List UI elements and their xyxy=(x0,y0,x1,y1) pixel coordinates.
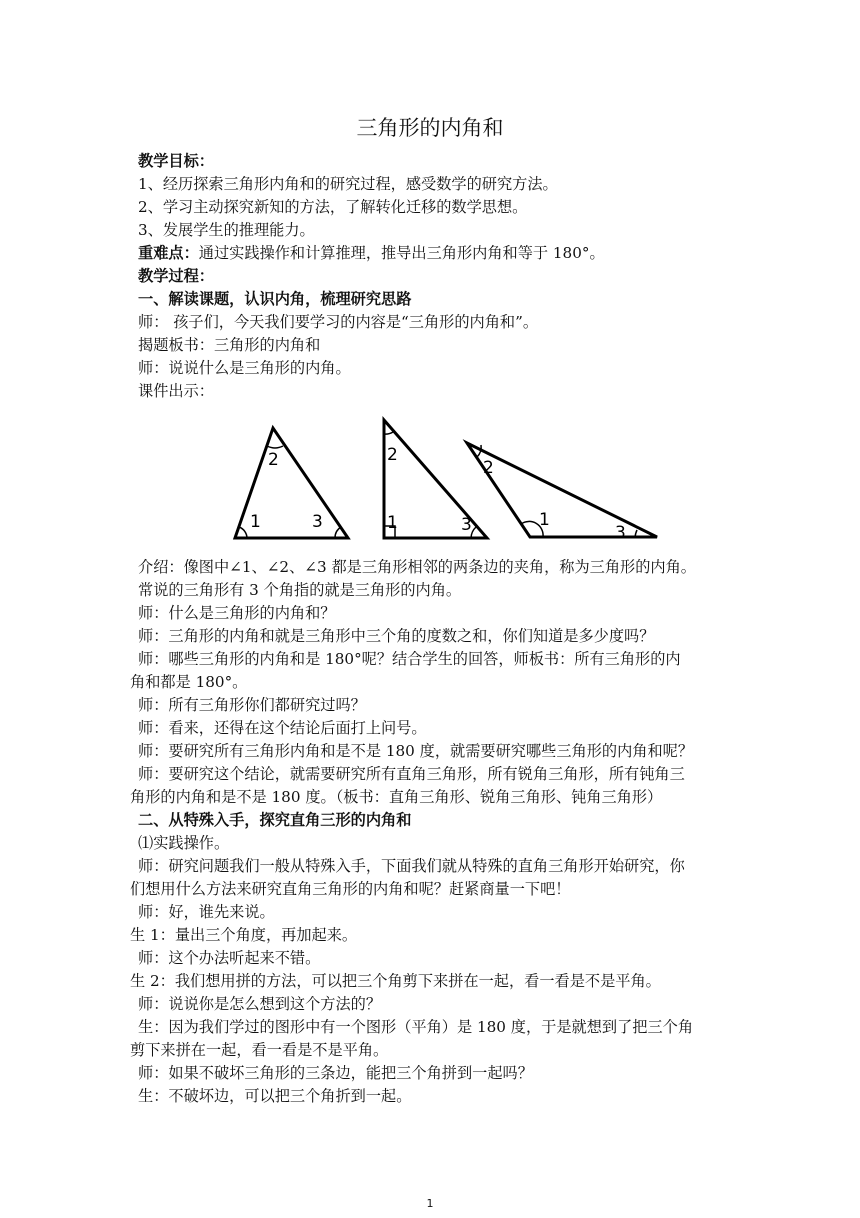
s2-line-11: 师：如果不破坏三角形的三条边，能把三个角拼到一起吗？ xyxy=(138,1064,533,1082)
s2-line-9: 生：因为我们学过的图形中有一个图形（平角）是 180 度，于是就想到了把三个角 xyxy=(138,1018,694,1036)
s1b-line-8: 师：看来，还得在这个结论后面打上问号。 xyxy=(138,719,427,737)
angle-label-1: 1 xyxy=(387,513,398,533)
s1b-line-3: 师：什么是三角形的内角和？ xyxy=(138,604,336,622)
s1-line-4: 课件出示： xyxy=(138,382,214,400)
s1b-line-11: 角形的内角和是不是 180 度。（板书：直角三角形、锐角三角形、钝角三角形） xyxy=(130,788,663,806)
angle-label-3: 3 xyxy=(312,512,323,532)
angle-label-1: 1 xyxy=(539,510,550,530)
section1-heading: 一、解读课题，认识内角，梳理研究思路 xyxy=(138,290,412,308)
s1b-line-7: 师：所有三角形你们都研究过吗？ xyxy=(138,696,366,714)
s1-line-3: 师：说说什么是三角形的内角。 xyxy=(138,359,351,377)
s2-line-5: 生 1：量出三个角度，再加起来。 xyxy=(130,926,358,944)
s2-line-10: 剪下来拼在一起，看一看是不是平角。 xyxy=(130,1041,389,1059)
process-heading: 教学过程： xyxy=(138,267,214,285)
goal-1: 1、经历探索三角形内角和的研究过程，感受数学的研究方法。 xyxy=(138,175,558,193)
section2-heading: 二、从特殊入手，探究直角三形的内角和 xyxy=(138,811,412,829)
s2-line-2: 师：研究问题我们一般从特殊入手，下面我们就从特殊的直角三角形开始研究，你 xyxy=(138,857,685,875)
s1b-line-2: 常说的三角形有 3 个角指的就是三角形的内角。 xyxy=(138,581,462,599)
s2-line-8: 师：说说你是怎么想到这个方法的？ xyxy=(138,995,381,1013)
angle-label-3: 3 xyxy=(461,515,472,535)
right-triangle xyxy=(384,420,487,538)
s1-line-1: 师： 孩子们，今天我们要学习的内容是“三角形的内角和”。 xyxy=(138,313,539,331)
angle-label-2: 2 xyxy=(483,458,494,478)
angle-label-3: 3 xyxy=(615,523,626,543)
angle-label-1: 1 xyxy=(250,512,261,532)
s2-line-1: ⑴实践操作。 xyxy=(138,834,230,852)
s1b-line-6: 角和都是 180°。 xyxy=(130,673,248,691)
s1b-line-4: 师：三角形的内角和就是三角形中三个角的度数之和，你们知道是多少度吗？ xyxy=(138,627,655,645)
angle-label-2: 2 xyxy=(268,450,279,470)
s2-line-3: 们想用什么方法来研究直角三角形的内角和呢？赶紧商量一下吧！ xyxy=(130,880,571,898)
goal-3: 3、发展学生的推理能力。 xyxy=(138,221,315,239)
s1b-line-5: 师：哪些三角形的内角和是 180°呢？结合学生的回答，师板书：所有三角形的内 xyxy=(138,650,681,668)
s1b-line-10: 师：要研究这个结论，就需要研究所有直角三角形，所有锐角三角形，所有钝角三 xyxy=(138,765,685,783)
acute-triangle xyxy=(235,428,348,538)
s2-line-6: 师：这个办法听起来不错。 xyxy=(138,949,321,967)
angle-label-2: 2 xyxy=(387,445,398,465)
keypoint-label: 重难点： xyxy=(138,244,199,262)
goal-2: 2、学习主动探究新知的方法，了解转化迁移的数学思想。 xyxy=(138,198,528,216)
keypoint-text: 通过实践操作和计算推理，推导出三角形内角和等于 180°。 xyxy=(198,244,605,262)
s1-line-2: 揭题板书：三角形的内角和 xyxy=(138,336,321,354)
s2-line-12: 生：不破坏边，可以把三个角折到一起。 xyxy=(138,1087,412,1105)
page-number: 1 xyxy=(426,1197,434,1210)
s2-line-4: 师：好，谁先来说。 xyxy=(138,903,275,921)
obtuse-triangle xyxy=(467,443,657,543)
goals-heading: 教学目标： xyxy=(138,152,214,170)
triangles-figure xyxy=(225,410,665,545)
page-title: 三角形的内角和 xyxy=(356,116,504,140)
s1b-line-9: 师：要研究所有三角形内角和是不是 180 度，就需要研究哪些三角形的内角和呢？ xyxy=(138,742,694,760)
s1b-line-1: 介绍：像图中∠1、∠2、∠3 都是三角形相邻的两条边的夹角，称为三角形的内角。 xyxy=(138,558,696,576)
s2-line-7: 生 2：我们想用拼的方法，可以把三个角剪下来拼在一起，看一看是不是平角。 xyxy=(130,972,661,990)
keypoint-line xyxy=(138,242,768,265)
